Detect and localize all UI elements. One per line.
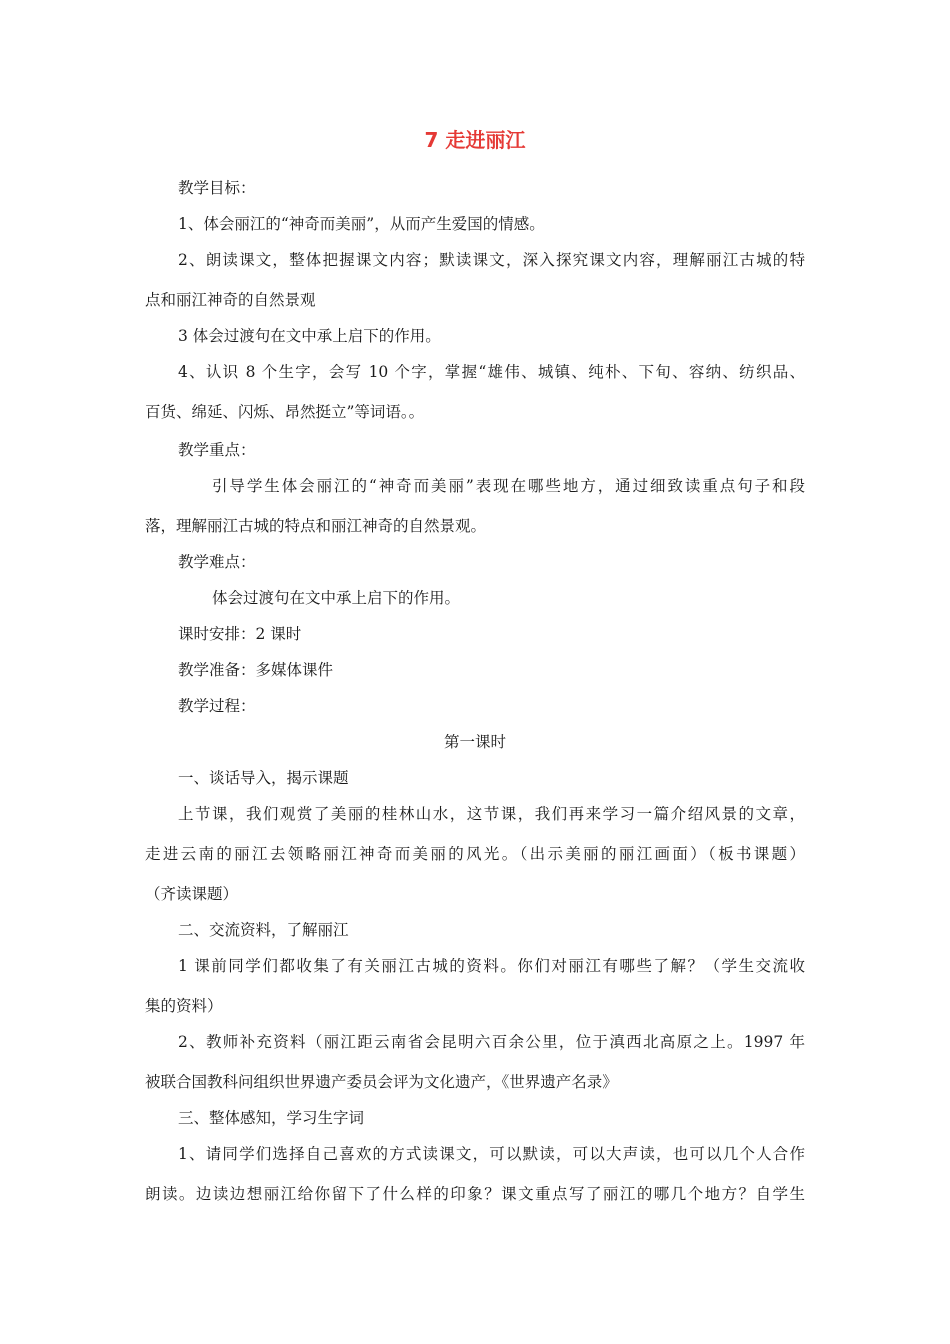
heading-teaching-goals: 教学目标：	[178, 179, 256, 197]
goal-4-line-2: 百货、绵延、闪烁、昂然挺立”等词语。。	[145, 403, 425, 421]
key-points-line-1: 引导学生体会丽江的“神奇而美丽”表现在哪些地方，通过细致读重点句子和段	[212, 477, 805, 495]
document-title: 7 走进丽江	[424, 128, 526, 152]
section-1-heading: 一、谈话导入，揭示课题	[178, 769, 349, 787]
schedule: 课时安排：2 课时	[178, 625, 302, 643]
heading-key-points: 教学重点：	[178, 441, 256, 459]
heading-difficulties: 教学难点：	[178, 553, 256, 571]
goal-3: 3 体会过渡句在文中承上启下的作用。	[178, 327, 441, 345]
section-1-line-2: 走进云南的丽江去领略丽江神奇而美丽的风光。（出示美丽的丽江画面）（板书课题）	[145, 845, 805, 863]
section-3-item-1-line-2: 朗读。边读边想丽江给你留下了什么样的印象？课文重点写了丽江的哪几个地方？自学生	[145, 1185, 805, 1203]
goal-1: 1、体会丽江的“神奇而美丽”，从而产生爱国的情感。	[178, 215, 545, 233]
section-2-heading: 二、交流资料，了解丽江	[178, 921, 349, 939]
preparation: 教学准备：多媒体课件	[178, 661, 334, 679]
key-points-line-2: 落，理解丽江古城的特点和丽江神奇的自然景观。	[145, 517, 487, 535]
difficulties-text: 体会过渡句在文中承上启下的作用。	[212, 589, 461, 607]
section-2-item-2-line-2: 被联合国教科问组织世界遗产委员会评为文化遗产，《世界遗产名录》	[145, 1073, 618, 1091]
section-3-item-1-line-1: 1、请同学们选择自己喜欢的方式读课文，可以默读，可以大声读，也可以几个人合作	[178, 1145, 805, 1163]
lesson-1-heading: 第一课时	[443, 733, 506, 751]
section-1-line-3: （齐读课题）	[145, 885, 239, 903]
goal-2-line-2: 点和丽江神奇的自然景观	[145, 291, 316, 309]
heading-process: 教学过程：	[178, 697, 256, 715]
section-1-line-1: 上节课，我们观赏了美丽的桂林山水，这节课，我们再来学习一篇介绍风景的文章，	[178, 805, 805, 823]
section-3-heading: 三、整体感知，学习生字词	[178, 1109, 365, 1127]
section-2-item-2-line-1: 2、教师补充资料（丽江距云南省会昆明六百余公里，位于滇西北高原之上。1997 年	[178, 1033, 805, 1051]
goal-2-line-1: 2、朗读课文，整体把握课文内容；默读课文，深入探究课文内容，理解丽江古城的特	[178, 251, 805, 269]
section-2-item-1-line-2: 集的资料）	[145, 997, 223, 1015]
goal-4-line-1: 4、认识 8 个生字，会写 10 个字，掌握“雄伟、城镇、纯朴、下旬、容纳、纺织品、	[178, 363, 805, 381]
section-2-item-1-line-1: 1 课前同学们都收集了有关丽江古城的资料。你们对丽江有哪些了解？（学生交流收	[178, 957, 805, 975]
